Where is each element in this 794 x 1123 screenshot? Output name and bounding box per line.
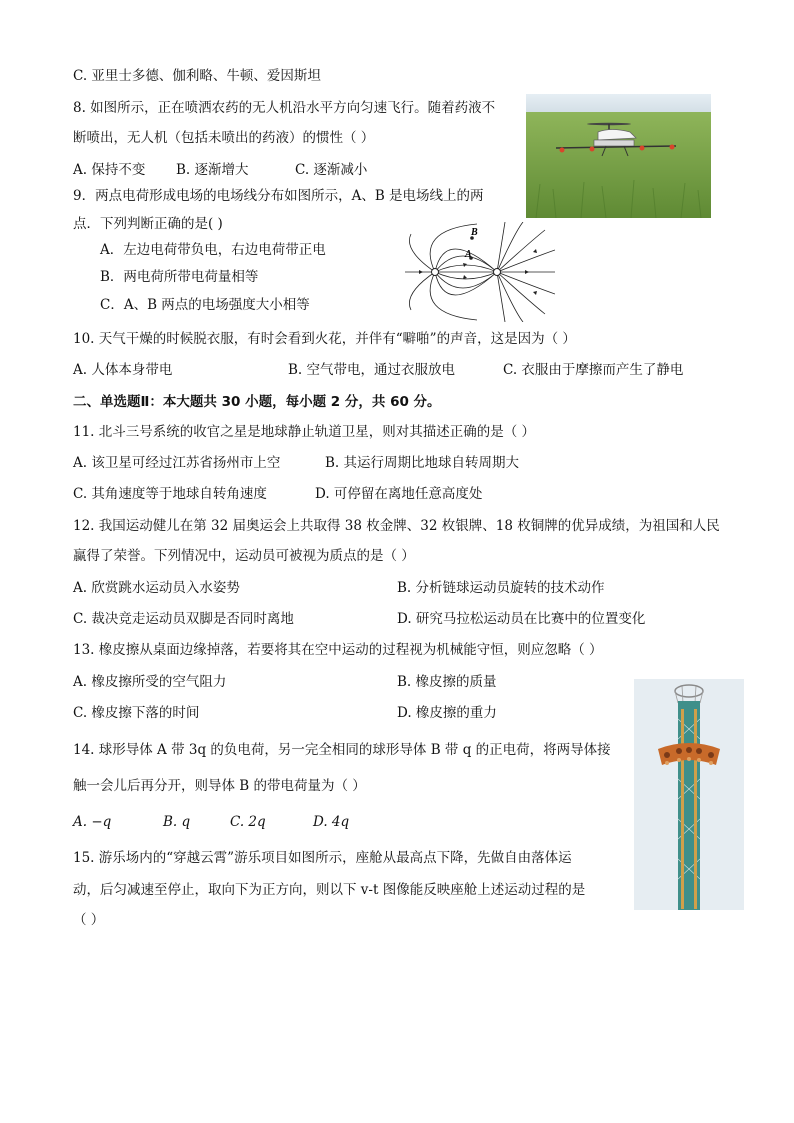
q9-option-b: B．两电荷所带电荷量相等 <box>100 269 259 285</box>
q15-stem-line2: 动，后匀减速至停止，取向下为正方向，则以下 v-t 图像能反映座舱上述运动过程的是 <box>73 882 586 898</box>
q14-stem-line2: 触一会儿后再分开，则导体 B 的带电荷量为（ ） <box>73 778 366 794</box>
q10-option-c: C. 衣服由于摩擦而产生了静电 <box>503 362 684 378</box>
section-2-title: 二、单选题Ⅱ：本大题共 30 小题，每小题 2 分，共 60 分。 <box>73 394 441 410</box>
q10-stem: 10. 天气干燥的时候脱衣服，有时会看到火花，并伴有“噼啪”的声音，这是因为（ ） <box>73 331 576 347</box>
q11-stem: 11. 北斗三号系统的收官之星是地球静止轨道卫星，则对其描述正确的是（ ） <box>73 424 536 440</box>
q12-option-a: A. 欣赏跳水运动员入水姿势 <box>73 580 240 596</box>
point-b-label: B <box>471 227 478 238</box>
q8-option-c: C. 逐渐减小 <box>295 162 368 178</box>
q15-stem-line3: （ ） <box>73 912 105 928</box>
drone-illustration <box>526 94 711 218</box>
q13-option-c: C. 橡皮擦下落的时间 <box>73 705 200 721</box>
q10-option-a: A. 人体本身带电 <box>73 362 173 378</box>
q15-stem-line1: 15. 游乐场内的“穿越云霄”游乐项目如图所示，座舱从最高点下降，先做自由落体运 <box>73 850 572 866</box>
q7-option-c: C. 亚里士多德、伽利略、牛顿、爱因斯坦 <box>73 68 321 84</box>
q12-stem-line1: 12. 我国运动健儿在第 32 届奥运会上共取得 38 枚金牌、32 枚银牌、18 枚铜牌的优异成绩，为祖国和人民 <box>73 518 720 534</box>
q12-stem-line2: 赢得了荣誉。下列情况中，运动员可被视为质点的是（ ） <box>73 548 415 564</box>
q13-option-d: D. 橡皮擦的重力 <box>397 705 497 721</box>
q11-option-d: D. 可停留在离地任意高度处 <box>315 486 483 502</box>
q14-option-b: B. q <box>163 814 191 830</box>
q11-option-c: C. 其角速度等于地球自转角速度 <box>73 486 267 502</box>
q10-option-b: B. 空气带电，通过衣服放电 <box>288 362 456 378</box>
q14-option-c: C. 2q <box>230 814 266 830</box>
drop-tower-illustration <box>634 679 744 910</box>
q13-stem: 13. 橡皮擦从桌面边缘掉落，若要将其在空中运动的过程视为机械能守恒，则应忽略（ ） <box>73 642 603 658</box>
q9-stem-line1: 9．两点电荷形成电场的电场线分布如图所示，A、B 是电场线上的两 <box>73 188 484 204</box>
q12-option-d: D. 研究马拉松运动员在比赛中的位置变化 <box>397 611 646 627</box>
q14-option-d: D. 4q <box>313 814 350 830</box>
q12-option-b: B. 分析链球运动员旋转的技术动作 <box>397 580 605 596</box>
electric-field-diagram <box>405 222 555 322</box>
drone-photo <box>526 94 711 218</box>
q9-option-c: C．A、B 两点的电场强度大小相等 <box>100 297 310 313</box>
q8-stem-line2: 断喷出，无人机（包括未喷出的药液）的惯性（ ） <box>73 130 375 146</box>
drop-tower-photo <box>634 679 744 910</box>
q11-option-a: A. 该卫星可经过江苏省扬州市上空 <box>73 455 281 471</box>
q9-stem-line2: 点．下列判断正确的是( ) <box>73 216 223 232</box>
q12-option-c: C. 裁决竞走运动员双脚是否同时离地 <box>73 611 294 627</box>
q8-option-b: B. 逐渐增大 <box>176 162 249 178</box>
q13-option-a: A. 橡皮擦所受的空气阻力 <box>73 674 227 690</box>
q9-option-a: A．左边电荷带负电，右边电荷带正电 <box>100 242 326 258</box>
q14-stem-line1: 14. 球形导体 A 带 3q 的负电荷，另一完全相同的球形导体 B 带 q 的正电荷，将两导体接 <box>73 742 611 758</box>
field-lines-svg <box>405 222 555 322</box>
q8-stem-line1: 8. 如图所示，正在喷洒农药的无人机沿水平方向匀速飞行。随着药液不 <box>73 100 496 116</box>
q13-option-b: B. 橡皮擦的质量 <box>397 674 497 690</box>
q11-option-b: B. 其运行周期比地球自转周期大 <box>325 455 520 471</box>
q8-option-a: A. 保持不变 <box>73 162 146 178</box>
q14-option-a: A. −q <box>73 814 112 830</box>
point-a-label: A <box>465 249 472 260</box>
